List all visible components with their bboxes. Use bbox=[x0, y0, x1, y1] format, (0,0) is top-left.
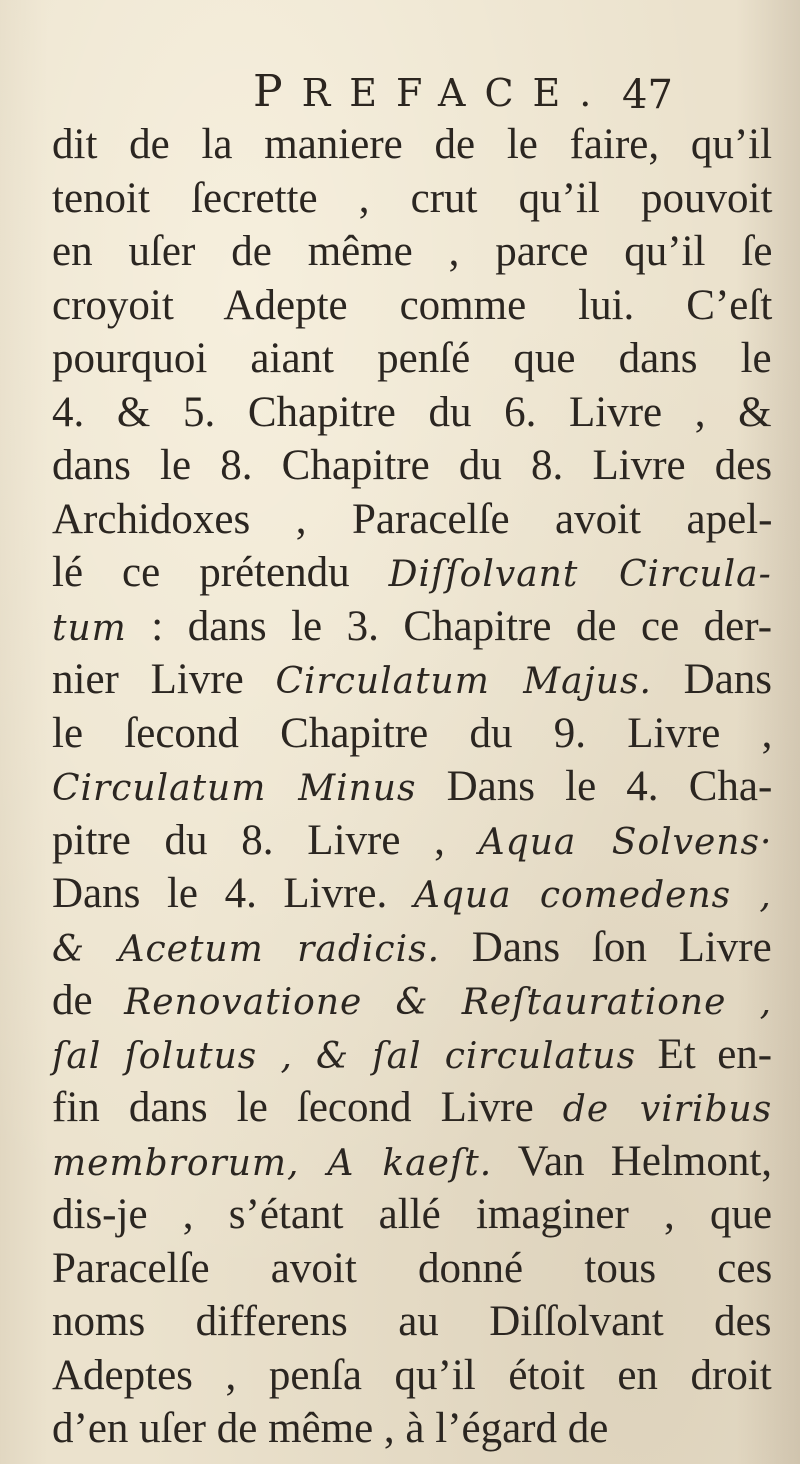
text-segment: Adeptes , penſa qu’il étoit en droit bbox=[52, 1351, 772, 1399]
text-segment: Van Helmont, bbox=[492, 1137, 773, 1185]
text-segment: fin dans le ſecond Livre bbox=[52, 1084, 563, 1131]
text-segment: tenoit ſecrette , crut qu’il pouvoit bbox=[52, 174, 773, 222]
italic-text: Renovatione & Reſtauratione , bbox=[124, 982, 773, 1023]
italic-text: Circulatum Majus. bbox=[275, 661, 652, 702]
text-line bbox=[52, 493, 772, 547]
italic-text: Circulatum Minus bbox=[52, 768, 417, 809]
text-segment: Dans bbox=[651, 656, 773, 703]
text-segment: en uſer de même , parce qu’il ſe bbox=[52, 228, 773, 275]
text-line bbox=[52, 974, 772, 1028]
italic-text: Aqua comedens , bbox=[413, 875, 772, 916]
text-segment: 4. & 5. Chapitre du 6. Livre , & bbox=[52, 388, 772, 436]
text-line bbox=[52, 1242, 772, 1296]
italic-text: tum bbox=[52, 607, 127, 649]
text-segment: Dans le 4. Livre. bbox=[52, 870, 414, 917]
text-segment: croyoit Adepte comme lui. C’eſt bbox=[52, 281, 773, 329]
text-line bbox=[52, 921, 772, 975]
text-line bbox=[52, 707, 772, 761]
italic-text: Diſſolvant Circula- bbox=[388, 554, 772, 595]
text-line bbox=[52, 600, 772, 654]
text-segment: le ſecond Chapitre du 9. Livre , bbox=[52, 709, 773, 757]
text-line bbox=[52, 546, 772, 600]
text-line bbox=[52, 867, 772, 921]
running-title-initial: P bbox=[253, 66, 302, 117]
text-segment: nier Livre bbox=[52, 656, 276, 703]
running-title-rest: REFACE. bbox=[301, 71, 611, 115]
italic-text: de viribus bbox=[562, 1089, 773, 1130]
text-line bbox=[52, 1081, 772, 1135]
text-line bbox=[52, 760, 772, 814]
text-segment: Dans le 4. Cha- bbox=[416, 763, 773, 810]
text-line bbox=[52, 386, 772, 440]
text-segment: lé ce prétendu bbox=[52, 549, 389, 596]
text-line bbox=[52, 1135, 772, 1189]
text-segment: Et en- bbox=[636, 1030, 773, 1078]
text-line bbox=[52, 1188, 772, 1242]
text-segment: dit de la maniere de le faire, qu’il bbox=[52, 121, 773, 168]
text-line bbox=[52, 814, 772, 868]
text-line bbox=[52, 279, 772, 333]
text-segment: de bbox=[52, 977, 125, 1024]
text-line bbox=[52, 1349, 772, 1403]
text-line bbox=[52, 1402, 772, 1456]
text-line bbox=[52, 1028, 772, 1082]
text-line bbox=[52, 1295, 772, 1349]
text-segment: d’en uſer de même , à l’égard de bbox=[52, 1405, 609, 1452]
text-segment: Dans ſon Livre bbox=[440, 923, 772, 971]
text-segment: dans le 8. Chapitre du 8. Livre des bbox=[52, 442, 773, 489]
text-segment: dis-je , s’étant allé imaginer , que bbox=[52, 1191, 773, 1238]
text-line bbox=[52, 225, 772, 279]
text-segment: : dans le 3. Chapitre de ce der- bbox=[126, 602, 773, 650]
body-text bbox=[52, 118, 772, 1456]
running-title bbox=[253, 66, 610, 117]
text-line bbox=[52, 653, 772, 707]
text-line bbox=[52, 332, 772, 386]
text-segment: pourquoi aiant penſé que dans le bbox=[52, 335, 772, 382]
page-header bbox=[0, 64, 800, 118]
text-segment: Paracelſe avoit donné tous ces bbox=[52, 1244, 773, 1292]
text-line bbox=[52, 172, 772, 226]
italic-text: membrorum, A kaeſt. bbox=[52, 1142, 493, 1184]
italic-text: ſal ſolutus , & ſal circulatus bbox=[52, 1035, 637, 1077]
italic-text: Aqua Solvens· bbox=[478, 821, 773, 863]
text-segment: pitre du 8. Livre , bbox=[52, 816, 479, 864]
page-number: 47 bbox=[622, 72, 673, 118]
text-segment: Archidoxes , Paracelſe avoit apel- bbox=[52, 495, 773, 543]
text-segment: noms differens au Diſſolvant des bbox=[52, 1298, 772, 1345]
text-line bbox=[52, 439, 772, 493]
italic-text: & Acetum radicis. bbox=[52, 928, 441, 970]
text-line bbox=[52, 118, 772, 172]
